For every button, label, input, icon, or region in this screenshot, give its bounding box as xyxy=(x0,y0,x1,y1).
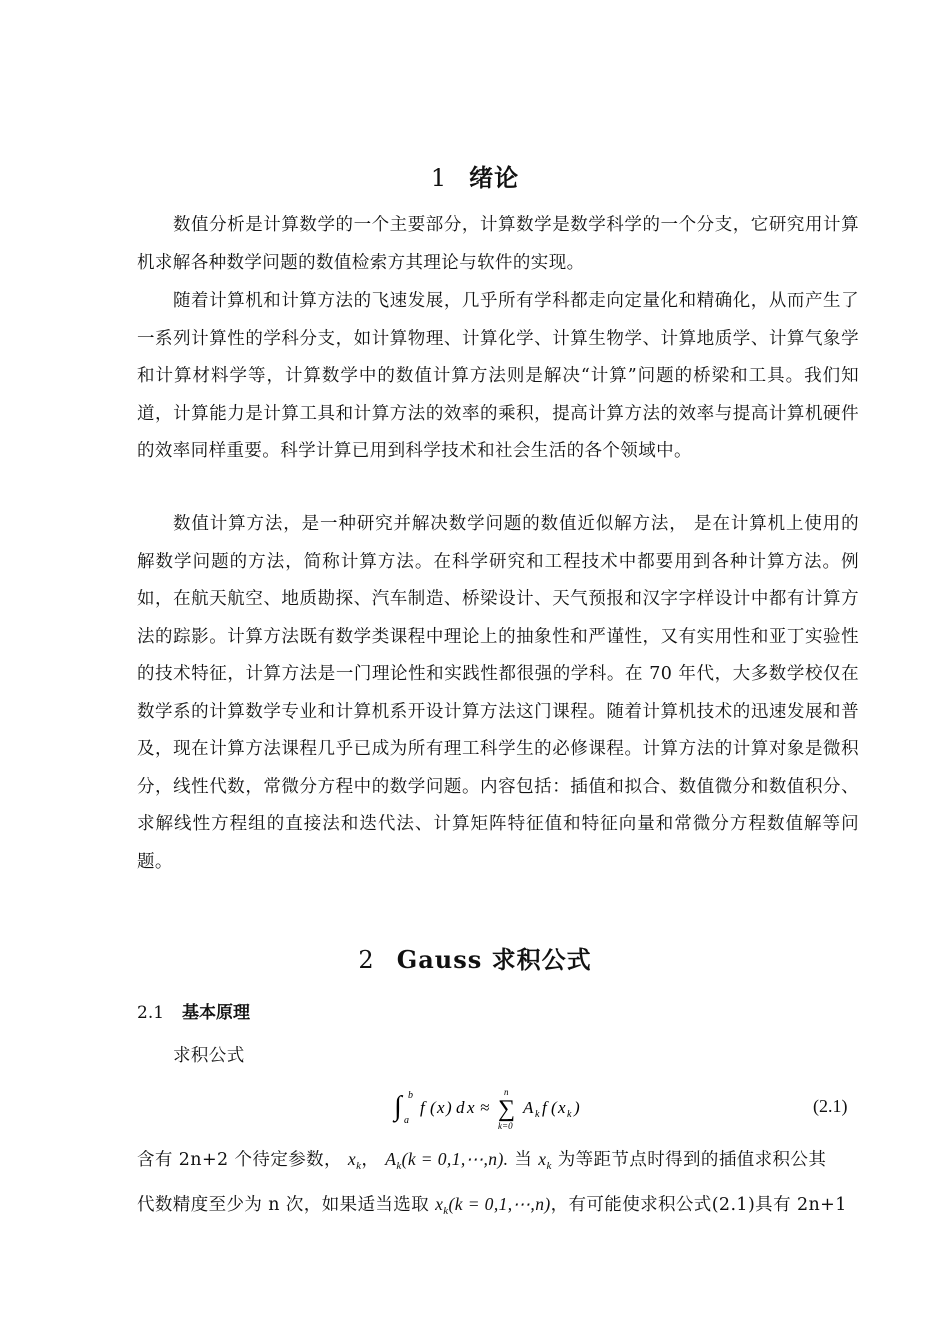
subsection-number: 2.1 xyxy=(137,1003,165,1023)
svg-text:): ) xyxy=(574,1098,580,1117)
text-run-2: ， xyxy=(361,1150,386,1170)
svg-text:(: ( xyxy=(430,1098,436,1117)
svg-text:k: k xyxy=(567,1109,572,1120)
svg-text:(: ( xyxy=(551,1098,557,1117)
equation-number: (2.1) xyxy=(813,1096,848,1116)
svg-text:): ) xyxy=(446,1098,452,1117)
svg-text:b: b xyxy=(408,1090,413,1101)
text-run-3: 当 xyxy=(508,1150,539,1170)
subsection-title: 基本原理 xyxy=(182,1003,251,1023)
svg-text:≈: ≈ xyxy=(480,1098,490,1117)
svg-text:∫: ∫ xyxy=(394,1091,402,1122)
svg-text:∑: ∑ xyxy=(498,1096,516,1122)
section-2-number: 2 xyxy=(358,946,375,974)
section-2-title: Gauss 求积公式 xyxy=(396,945,592,974)
math-Ak-range: $A_k(k$ = 0,1,⋯,n). xyxy=(385,1149,509,1172)
svg-text:a: a xyxy=(404,1115,409,1126)
formula-intro: 求积公式 xyxy=(173,1046,245,1066)
svg-text:A: A xyxy=(523,1098,534,1117)
svg-text:f: f xyxy=(420,1098,425,1117)
svg-text:k=0: k=0 xyxy=(498,1121,513,1131)
svg-text:f: f xyxy=(542,1098,547,1117)
paragraph-3: 数值计算方法，是一种研究并解决数学问题的数值近似解方法， 是在计算机上使用的解数学问题的方法，简称计算方法。在科学研究和工程技术中都要用到各种计算方法。例如，在航天航空、地质勘探、汽车制造、桥梁设计、天气预报和汉字字样设计中都有计算方法的踪影。计算方法既有数学类课程中理论上的抽象性和严谨性，又有实用性和亚丁实验性的技术特征，计算方法是一门理论性和实践性都很强的学科。在 70 年代，大多数学校仅在数学系的计算数学专业和计算机系开设计算方法这门课程。随着计算机技术的迅速发展和普及，现在计算方法课程几乎已成为所有理工科学生的必修课程。计算方法的计算对象是微积分，线性代数，常微分方程中的数学问题。内容包括：插值和拟合、数值微分和数值积分、求解线性方程组的直接法和迭代法、计算矩阵特征值和特征向量和常微分方程数值解等问题。 xyxy=(137,514,859,872)
subsection-2-1-heading xyxy=(137,998,250,1023)
math-xk: $x_k$ xyxy=(347,1149,362,1172)
svg-text:d: d xyxy=(456,1098,465,1117)
svg-text:k: k xyxy=(535,1109,540,1120)
text-run-6: ，有可能使求积公式(2.1)具有 2n+1 xyxy=(550,1194,847,1215)
svg-text:x: x xyxy=(558,1098,566,1117)
svg-text:x: x xyxy=(467,1098,475,1117)
section-1-number: 1 xyxy=(430,164,448,192)
section-1-title: 绪论 xyxy=(469,163,520,192)
paragraph-2: 随着计算机和计算方法的飞速发展，几乎所有学科都走向定量化和精确化，从而产生了一系列计算性的学科分支，如计算物理、计算化学、计算生物学、计算地质学、计算气象学和计算材料学等，计算数学中的数值计算方法则是解决“计算”问题的桥梁和工具。我们知道，计算能力是计算工具和计算方法的效率的乘积，提高计算方法的效率与提高计算机硬件的效率同样重要。科学计算已用到科学技术和社会生活的各个领域中。 xyxy=(137,291,859,461)
paragraph-1: 数值分析是计算数学的一个主要部分，计算数学是数学科学的一个分支，它研究用计算机求解各种数学问题的数值检索方其理论与软件的实现。 xyxy=(137,215,859,273)
text-run-4: 为等距节点时得到的插值求积公其 xyxy=(551,1150,827,1170)
quadrature-formula xyxy=(390,1085,610,1135)
quadrature-formula-svg xyxy=(390,1085,610,1135)
math-xk-range: $x_k(k$ = 0,1,⋯,n) xyxy=(435,1193,551,1217)
math-xk-2: $x_k$ xyxy=(538,1149,552,1172)
section-2-heading xyxy=(0,940,950,975)
text-run-1: 含有 2n+2 个待定参数， xyxy=(137,1150,348,1170)
text-run-5: 代数精度至少为 n 次，如果适当选取 xyxy=(137,1194,436,1215)
svg-text:n: n xyxy=(504,1087,509,1097)
svg-text:x: x xyxy=(437,1098,445,1117)
paragraph-4 xyxy=(137,1141,859,1230)
section-1-heading xyxy=(0,158,950,193)
